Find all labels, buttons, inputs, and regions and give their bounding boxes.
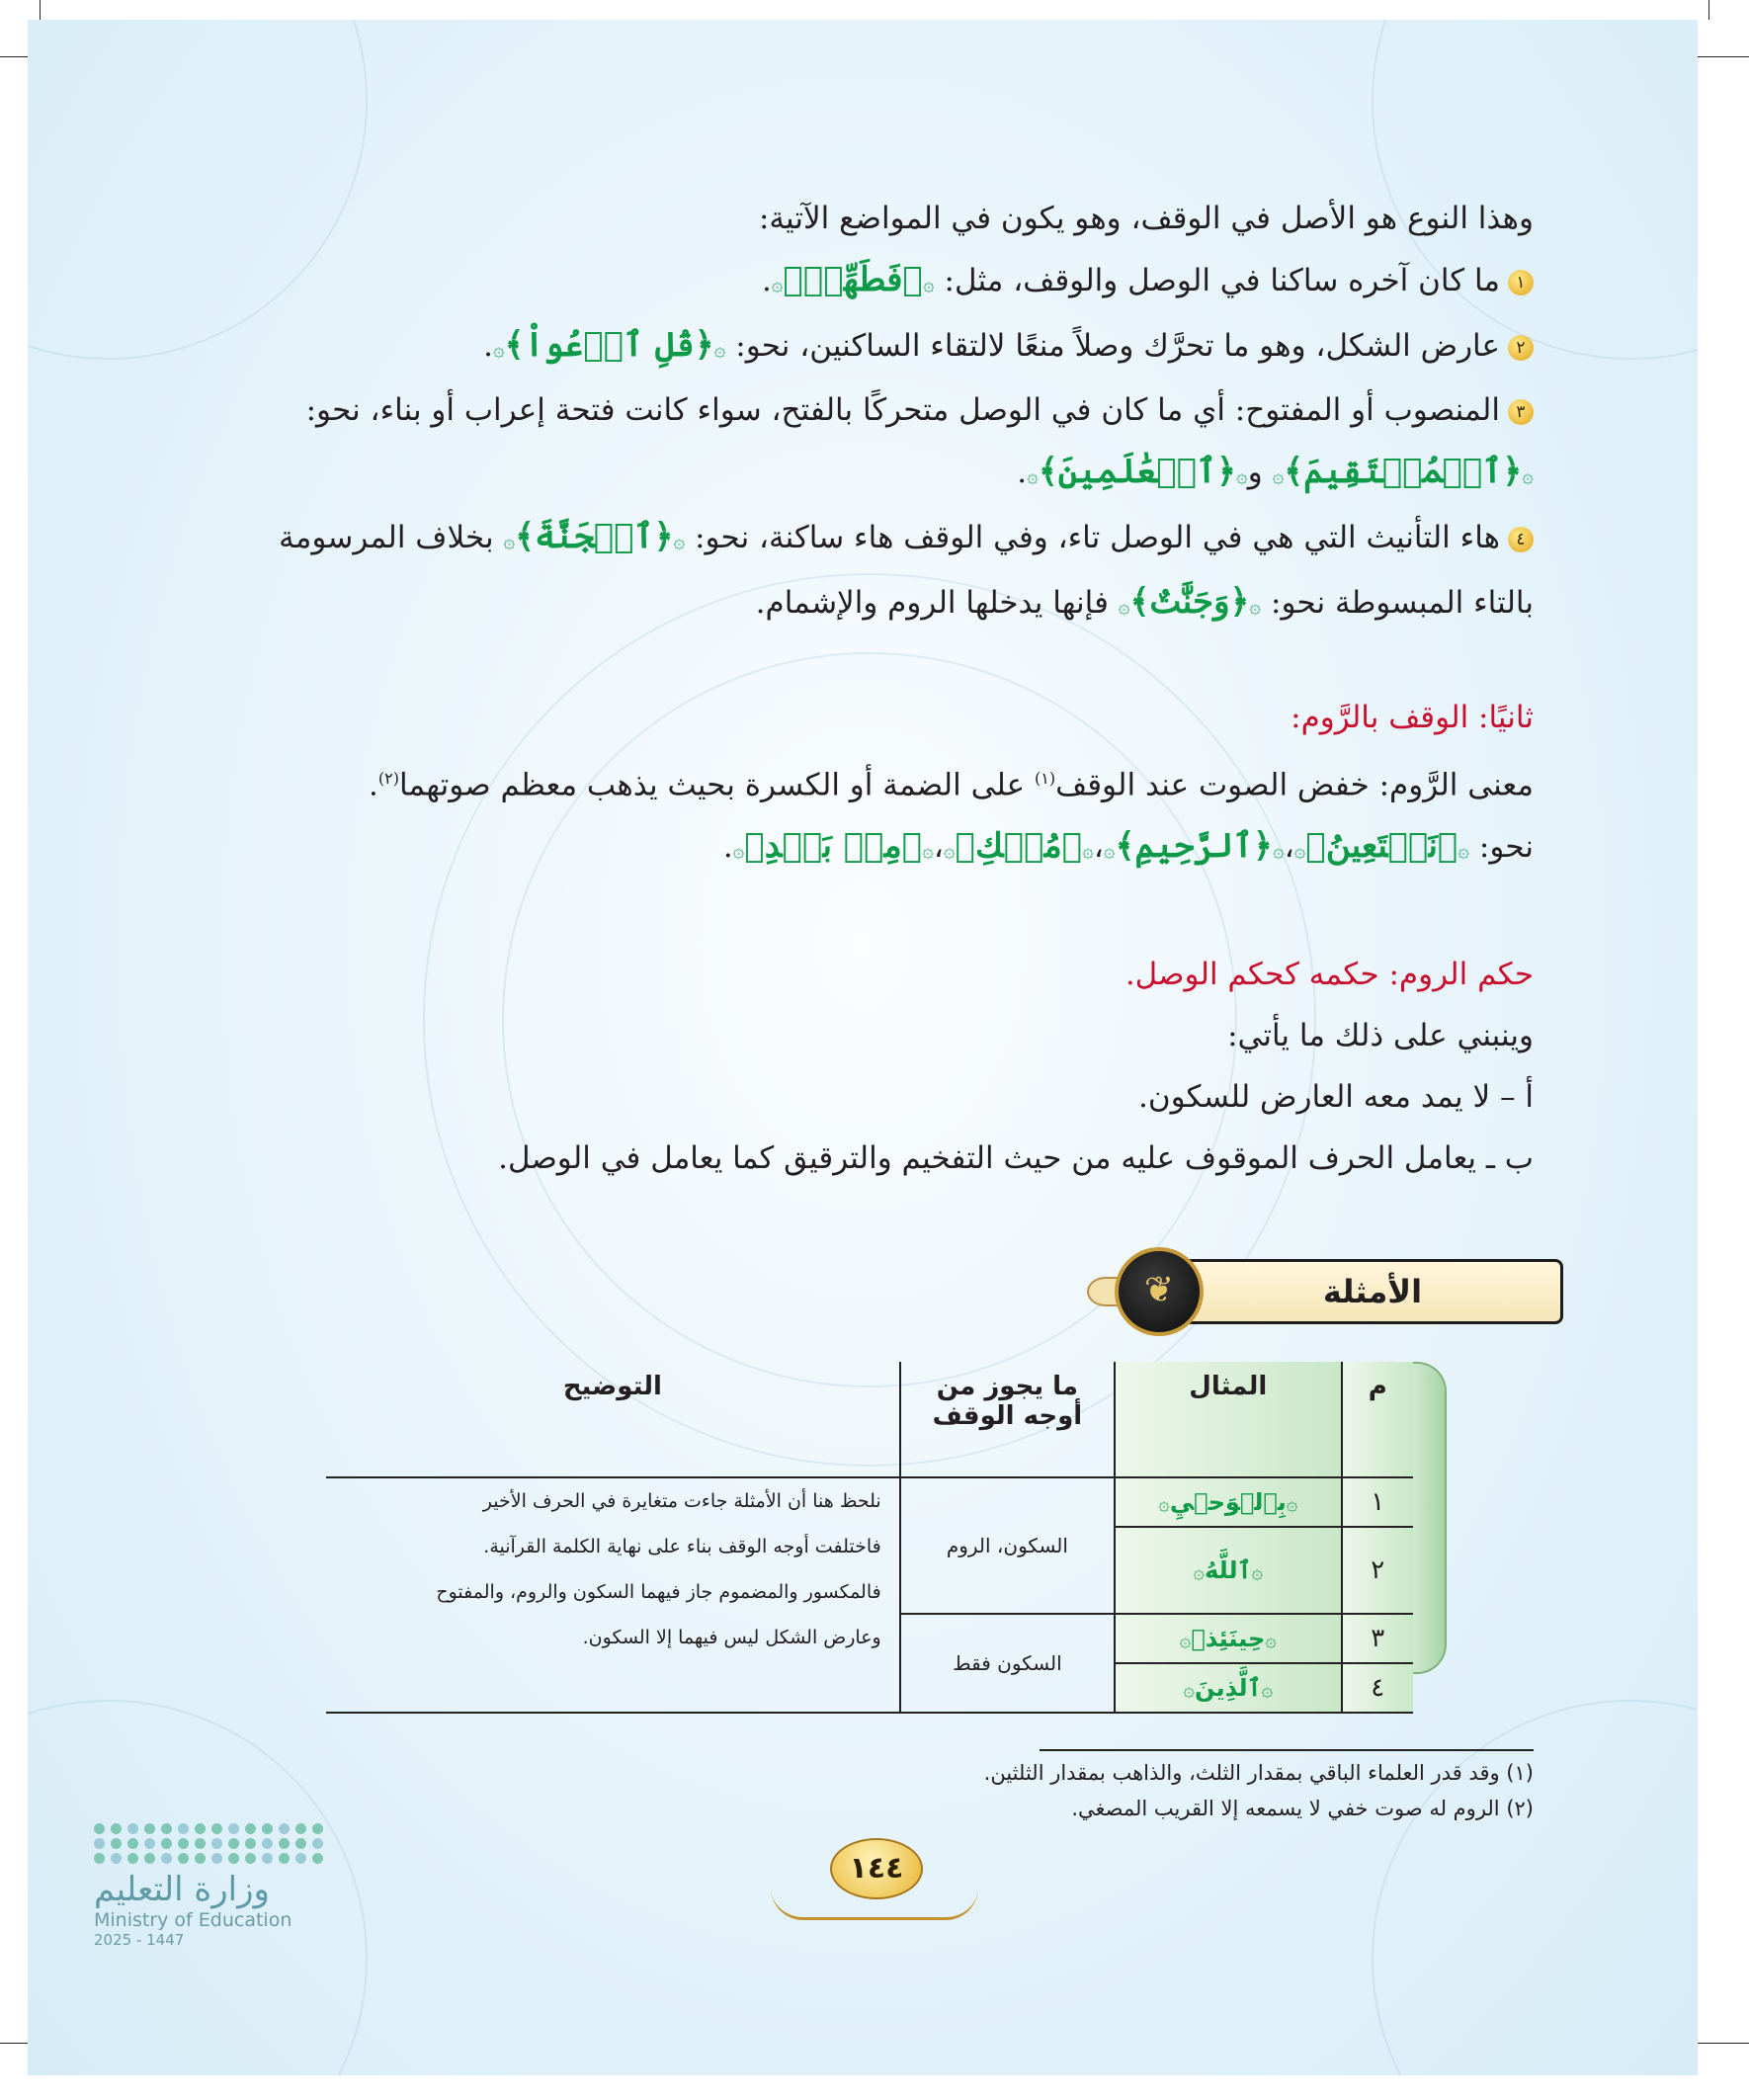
- item-number-badge: ٣: [1508, 399, 1534, 425]
- row-number: ٢: [1342, 1527, 1413, 1614]
- explanation-line: وعارض الشكل ليس فيهما إلا السكون.: [582, 1627, 881, 1648]
- footnote-ref[interactable]: (٢): [377, 769, 399, 788]
- logo-dots-icon: [94, 1823, 331, 1864]
- list-item: [209, 314, 1534, 379]
- header-m: م: [1342, 1362, 1413, 1477]
- stop-types-cell: السكون، الروم: [900, 1477, 1115, 1614]
- definition-line: [209, 748, 1534, 815]
- banner-title: الأمثلة: [1322, 1273, 1423, 1310]
- definition-tail: .: [369, 767, 378, 803]
- page-number: [771, 1838, 978, 1917]
- item-number-badge: ٤: [1508, 527, 1534, 552]
- item-tail: .: [483, 328, 493, 364]
- crop-mark: [40, 0, 41, 20]
- row-example: ۞حِينَئِذٖ۞: [1115, 1614, 1341, 1663]
- body-line: أ – لا يمد معه العارض للسكون.: [1138, 1079, 1534, 1115]
- ministry-english: Ministry of Education: [94, 1909, 292, 1931]
- examples-line: [209, 815, 1534, 881]
- list-item-continuation: [209, 571, 1534, 636]
- row-example: ۞ٱللَّهُ۞: [1115, 1527, 1341, 1614]
- item-number-badge: ١: [1508, 270, 1534, 295]
- header-stop-types: ما يجوز من أوجه الوقف: [900, 1362, 1115, 1477]
- quran-word: ﴿وَجَنَّٰتٌ﴾: [1129, 582, 1250, 622]
- ornament-icon: ۞: [713, 337, 726, 361]
- explanation-line: فالمكسور والمضموم جاز فيهما السكون والروم، والمفتوح: [436, 1581, 881, 1603]
- ornament-icon: ۞: [1272, 463, 1285, 487]
- quran-word: ﴿ٱلۡمُسۡتَقِيمَ﴾: [1284, 452, 1523, 491]
- stop-types-cell: السكون فقط: [900, 1614, 1115, 1713]
- section-sukun-positions: [209, 188, 1534, 636]
- ministry-year: 2025 - 1447: [94, 1931, 185, 1949]
- list-item-continuation: [209, 441, 1534, 506]
- explanation-line: نلحظ هنا أن الأمثلة جاءت متغايرة في الحرف الأخير: [482, 1490, 881, 1512]
- ornament-icon: ۞: [1103, 838, 1116, 863]
- table-header-row: [326, 1362, 1413, 1477]
- ornament-icon: ۞: [732, 838, 745, 863]
- ornament-icon: ۞: [1293, 838, 1306, 863]
- ornament-icon: ۞: [1249, 594, 1262, 618]
- footnote-ref[interactable]: (١): [1035, 769, 1056, 788]
- ornament-icon: ۞: [771, 272, 784, 295]
- footnotes: [644, 1755, 1534, 1826]
- item-tail: .: [1017, 455, 1028, 490]
- item-text: ما كان آخره ساكنا في الوصل والوقف، مثل:: [944, 263, 1500, 298]
- ornament-icon: ۞: [1272, 838, 1285, 863]
- item-text: المنصوب أو المفتوح: أي ما كان في الوصل متحركًا بالفتح، سواء كانت فتحة إعراب أو بناء، نحو:: [305, 392, 1500, 428]
- banner-bar: [1142, 1259, 1563, 1324]
- crop-mark: [1698, 56, 1749, 57]
- item-text: عارض الشكل، وهو ما تحرَّك وصلاً منعًا لالتقاء الساكنين، نحو:: [735, 328, 1500, 364]
- explanation-line: فاختلفت أوجه الوقف بناء على نهاية الكلمة القرآنية.: [483, 1536, 881, 1557]
- ministry-logo: [94, 1823, 331, 1949]
- item-tail: بخلاف المرسومة: [279, 520, 494, 555]
- body-line: ب ـ يعامل الحرف الموقوف عليه من حيث التفخيم والترقيق كما يعامل في الوصل.: [498, 1140, 1534, 1176]
- list-item: [209, 506, 1534, 571]
- item-tail: فإنها يدخلها الروم والإشمام.: [755, 585, 1109, 621]
- table-frame: [1413, 1362, 1447, 1674]
- ornament-icon: ۞: [492, 337, 505, 361]
- body-line: وينبني على ذلك ما يأتي:: [1227, 1018, 1534, 1053]
- definition-text: على الضمة أو الكسرة بحيث يذهب معظم صوتهما: [398, 767, 1026, 803]
- crop-mark: [1708, 0, 1709, 20]
- page-number-label: ١٤٤: [830, 1838, 923, 1899]
- row-example: ۞بِٱلۡوَحۡيِ۞: [1115, 1477, 1341, 1527]
- header-explanation: التوضيح: [326, 1362, 900, 1477]
- ornament-icon: ۞: [943, 838, 956, 863]
- item-tail: .: [761, 263, 772, 298]
- crop-mark: [1698, 2043, 1749, 2044]
- quran-word: ﴿ٱلۡعَٰلَمِينَ﴾: [1038, 452, 1236, 491]
- definition-text: معنى الرَّوم: خفض الصوت عند الوقف: [1055, 767, 1534, 803]
- quran-word: ﴿فَطَهِّرۡ﴾: [783, 260, 923, 299]
- quran-word: ﴿ٱلرَّحِيمِ﴾: [1115, 826, 1273, 867]
- header-example: المثال: [1115, 1362, 1341, 1477]
- separator: ،: [933, 829, 944, 866]
- line-end: .: [722, 829, 733, 866]
- quran-word: ﴿قُلِ ٱدۡعُواْ﴾: [504, 325, 714, 365]
- ornament-icon: ۞: [1236, 463, 1248, 487]
- examples-banner: [1089, 1247, 1563, 1332]
- item-number-badge: ٢: [1508, 335, 1534, 361]
- ornament-icon: ۞: [1118, 594, 1130, 618]
- ornament-icon: ۞: [922, 838, 934, 863]
- list-item: [209, 249, 1534, 314]
- row-example: ۞ٱلَّذِينَ۞: [1115, 1663, 1341, 1713]
- grape-vine-icon: ❦: [1115, 1247, 1204, 1336]
- explanation-cell: [326, 1477, 900, 1713]
- ornament-icon: ۞: [1082, 838, 1094, 863]
- examples-table: [326, 1362, 1413, 1714]
- examples-label: نحو:: [1478, 829, 1534, 866]
- ornament-icon: ۞: [1458, 838, 1470, 863]
- joiner-text: و: [1247, 455, 1263, 490]
- ornament-icon: ۞: [673, 529, 686, 552]
- footnote: (١) وقد قدر العلماء الباقي بمقدار الثلث، والذاهب بمقدار الثلثين.: [983, 1761, 1534, 1785]
- footnote: (٢) الروم له صوت خفي لا يسمعه إلا القريب المصغي.: [1071, 1797, 1534, 1820]
- page-number-ornament: [771, 1888, 978, 1920]
- list-item: [209, 379, 1534, 441]
- row-number: ١: [1342, 1477, 1413, 1527]
- row-number: ٣: [1342, 1614, 1413, 1663]
- separator: ،: [1284, 829, 1294, 866]
- intro-line: وهذا النوع هو الأصل في الوقف، وهو يكون في المواضع الآتية:: [758, 201, 1534, 236]
- quran-word: ﴿ٱلۡجَنَّةَ﴾: [515, 517, 674, 556]
- item-text: هاء التأنيث التي هي في الوصل تاء، وفي الوقف هاء ساكنة، نحو:: [695, 520, 1500, 555]
- quran-word: ﴿مُلۡكِ﴾: [955, 826, 1083, 867]
- ornament-icon: ۞: [1027, 463, 1039, 487]
- section-rawm: [209, 687, 1534, 881]
- ornament-icon: ۞: [503, 529, 516, 552]
- section-heading: حكم الروم: حكمه كحكم الوصل.: [1124, 957, 1534, 992]
- quran-word: ﴿مِنۢ بَعۡدِ﴾: [744, 826, 923, 867]
- table-row: [326, 1477, 1413, 1527]
- separator: ،: [1093, 829, 1104, 866]
- section-heading: ثانيًا: الوقف بالرَّوم:: [1291, 700, 1534, 735]
- ministry-arabic: وزارة التعليم: [94, 1870, 270, 1909]
- item-text: بالتاء المبسوطة نحو:: [1271, 585, 1534, 621]
- ornament-icon: ۞: [922, 272, 935, 295]
- footnote-divider: [1040, 1749, 1534, 1751]
- quran-word: ﴿نَسۡتَعِينُ﴾: [1305, 826, 1458, 867]
- row-number: ٤: [1342, 1663, 1413, 1713]
- ornament-icon: ۞: [1522, 463, 1534, 487]
- section-rawm-ruling: [209, 944, 1534, 1189]
